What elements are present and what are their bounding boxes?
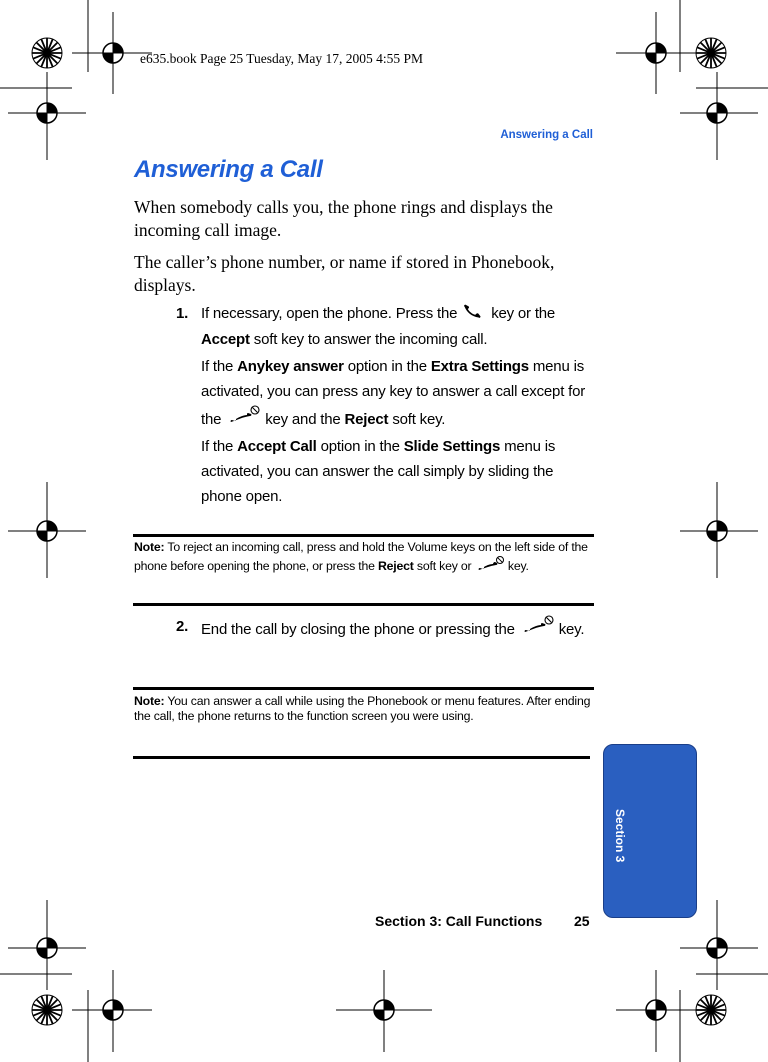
step-1	[176, 301, 596, 352]
accept-call-label: Accept Call	[237, 438, 317, 455]
note-1	[134, 540, 594, 578]
note-divider	[133, 687, 594, 690]
footer-section-title: Section 3: Call Functions	[375, 913, 543, 929]
page-number: 25	[574, 913, 590, 929]
accept-call-paragraph	[201, 434, 596, 509]
anykey-text: key and the	[265, 410, 341, 428]
step-1-text: key or the	[491, 305, 556, 322]
anykey-text: soft key.	[392, 410, 446, 428]
end-key-icon	[225, 404, 261, 436]
page-title: Answering a Call	[134, 156, 323, 183]
step-2	[176, 614, 596, 646]
end-key-icon	[475, 555, 505, 579]
note-text: To reject an incoming call, press and hold the Volume keys on the left side of the phone before opening the phone, or press the	[134, 540, 588, 573]
step-number: 1.	[176, 305, 189, 322]
anykey-paragraph	[201, 354, 596, 436]
accept-label: Accept	[201, 330, 250, 348]
note-label: Note:	[134, 694, 165, 708]
anykey-answer-label: Anykey answer	[237, 358, 344, 375]
note-text: soft key or	[416, 558, 472, 573]
note-divider	[133, 534, 594, 537]
running-head: Answering a Call	[500, 129, 593, 141]
slide-settings-label: Slide Settings	[403, 438, 501, 455]
accept-call-text: option in the	[320, 438, 400, 455]
anykey-text: If the	[201, 358, 234, 375]
section-tab-label: Section 3	[613, 809, 627, 863]
note-text: You can answer a call while using the Phonebook or menu features. After ending the call, the phone returns to the function screen you were using.	[134, 694, 591, 723]
reject-label: Reject	[344, 410, 389, 428]
print-slug: e635.book Page 25 Tuesday, May 17, 2005 4:55 PM	[140, 51, 424, 66]
extra-settings-label: Extra Settings	[430, 358, 529, 375]
anykey-text: option in the	[347, 358, 427, 375]
anykey-text: menu is activated, you can press any key to answer a call except for the	[201, 358, 586, 428]
note-2	[134, 694, 594, 723]
accept-call-text: menu is activated, you can answer the call simply by sliding the phone open.	[201, 438, 556, 505]
accept-call-text: If the	[201, 438, 234, 455]
reject-label: Reject	[377, 558, 414, 573]
intro-paragraph-2: The caller’s phone number, or name if stored in Phonebook, displays.	[134, 252, 555, 295]
note-divider	[133, 756, 590, 759]
step-2-text: End the call by closing the phone or pressing the	[201, 620, 515, 638]
step-2-text: key.	[558, 620, 585, 638]
step-number: 2.	[176, 618, 189, 635]
step-1-text: If necessary, open the phone. Press the	[201, 305, 458, 322]
note-text: key.	[507, 558, 529, 573]
step-1-text: soft key to answer the incoming call.	[253, 330, 488, 348]
note-label: Note:	[134, 540, 165, 554]
note-divider	[133, 603, 594, 606]
intro-paragraph-1: When somebody calls you, the phone rings and displays the incoming call image.	[134, 197, 553, 240]
end-key-icon	[519, 614, 555, 646]
send-key-icon	[461, 302, 487, 327]
